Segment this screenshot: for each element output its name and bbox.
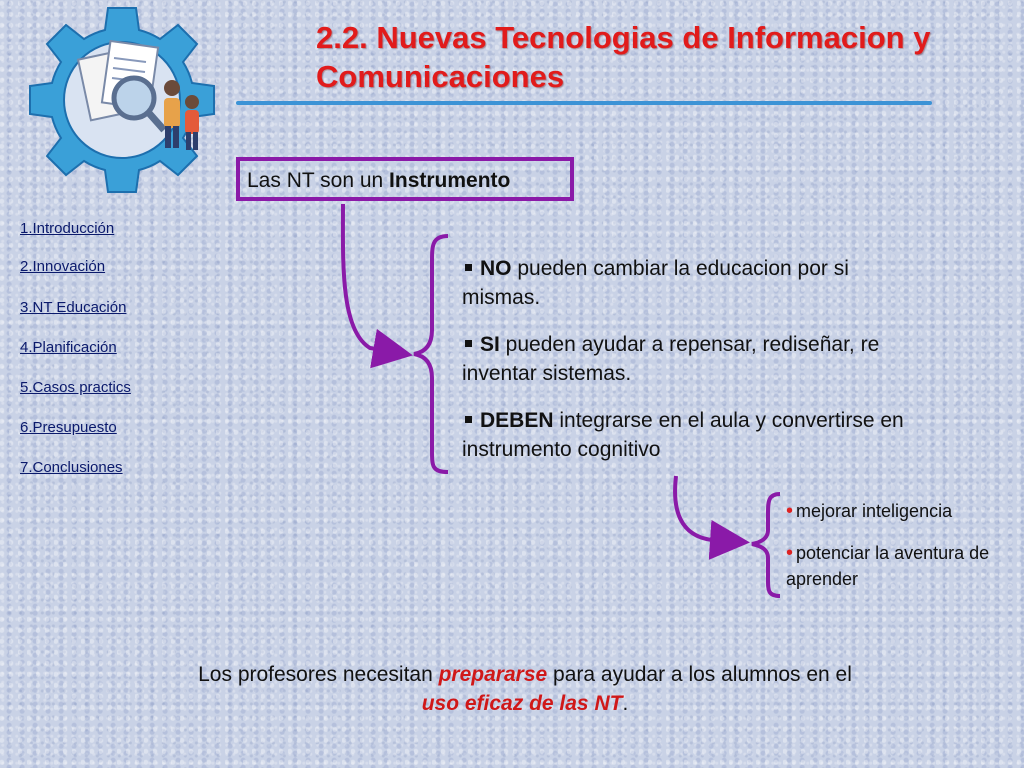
nav-link-innovacion[interactable]: 2.Innovación	[20, 258, 106, 275]
footer-statement: Los profesores necesitan prepararse para ayudar a los alumnos en el uso eficaz de las NT.	[198, 663, 852, 715]
sub-item-inteligencia: • mejorar inteligencia	[786, 500, 953, 522]
dot-bullet-icon: •	[786, 500, 794, 522]
bullet-item-si: SI pueden ayudar a repensar, rediseñar, re inventar sistemas.	[462, 333, 880, 385]
footer-emphasis-prepararse: prepararse	[438, 663, 548, 686]
instrument-box	[236, 157, 574, 201]
bullet-item-no: NO pueden cambiar la educacion por si mismas.	[462, 257, 849, 309]
gear-logo-icon	[22, 6, 244, 194]
square-bullet-icon	[465, 264, 472, 271]
brace-main-list	[414, 236, 448, 472]
title-underline	[236, 101, 932, 105]
instrument-text: Las NT son un	[247, 169, 390, 192]
square-bullet-icon	[465, 340, 472, 347]
arrow-list-to-sub	[675, 476, 742, 542]
square-bullet-icon	[465, 416, 472, 423]
instrument-bold: Instrumento	[389, 169, 511, 192]
slide-title: 2.2. Nuevas Tecnologias de Informacion y Comunicaciones	[316, 20, 931, 94]
nav-link-presupuesto[interactable]: 6.Presupuesto	[20, 419, 117, 436]
dot-bullet-icon: •	[786, 542, 794, 564]
sub-item-aventura: • potenciar la aventura de aprender	[786, 542, 990, 589]
nav-link-planificacion[interactable]: 4.Planificación	[20, 339, 117, 356]
nav-link-casos-practics[interactable]: 5.Casos practics	[20, 379, 131, 396]
footer-emphasis-uso-eficaz: uso eficaz de las NT	[421, 692, 623, 715]
bullet-item-deben: DEBEN integrarse en el aula y convertirse en instrumento cognitivo	[462, 409, 904, 461]
brace-sub-list	[752, 494, 780, 596]
nav-link-nt-educacion[interactable]: 3.NT Educación	[20, 299, 127, 316]
nav-link-introduccion[interactable]: 1.Introducción	[20, 220, 115, 237]
nav-link-conclusiones[interactable]: 7.Conclusiones	[20, 459, 123, 476]
arrow-instrument-to-list	[343, 204, 405, 354]
